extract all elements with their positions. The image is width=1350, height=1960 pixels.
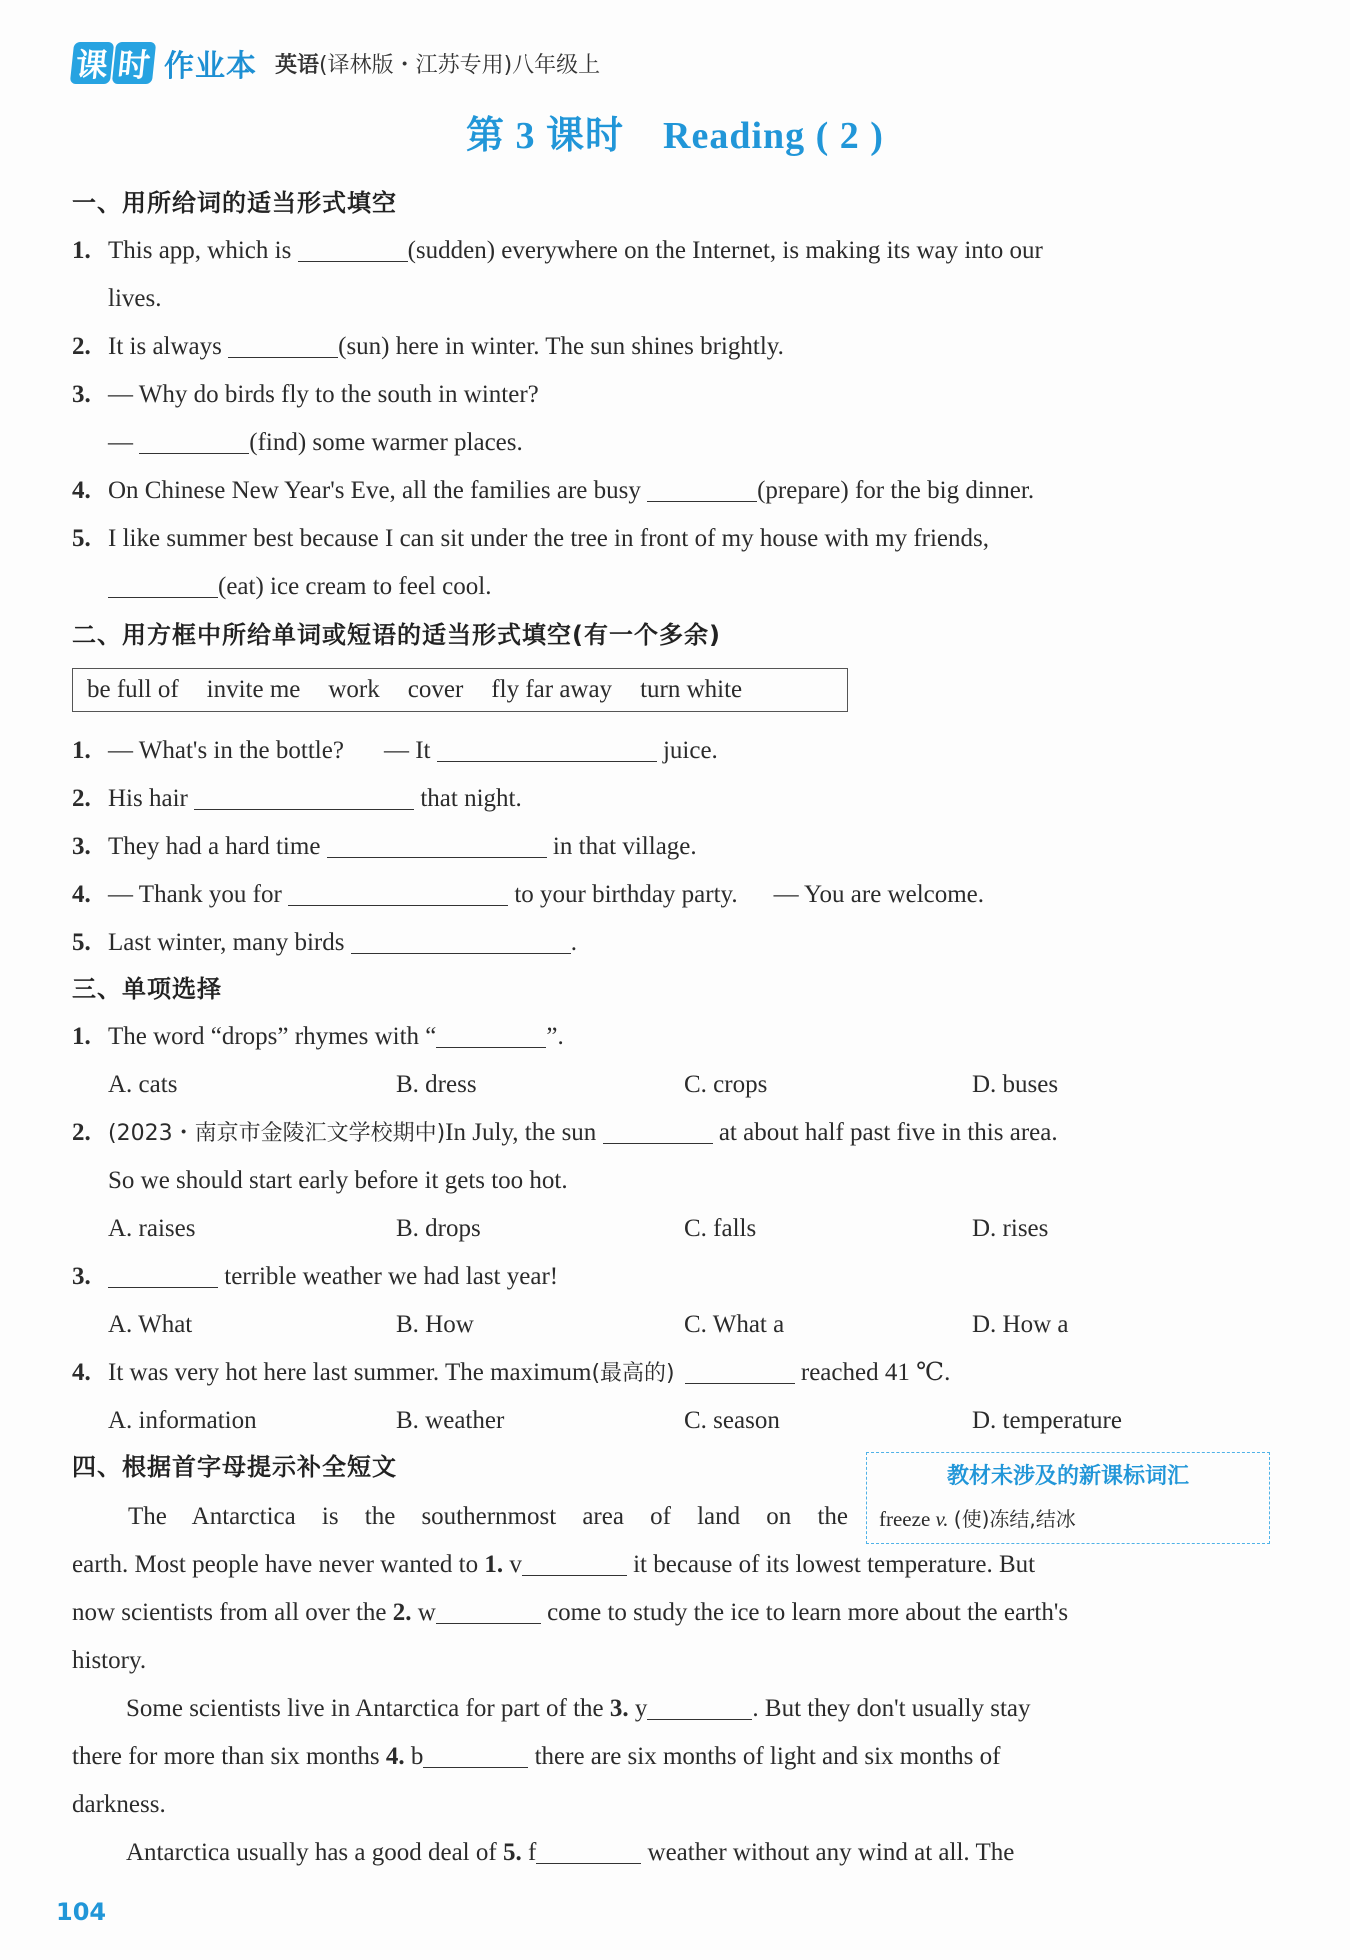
first-letter-hint: y [634, 1695, 648, 1722]
dash: — [108, 429, 140, 456]
question-number: 2. [72, 1119, 91, 1146]
question-number: 3. [72, 833, 91, 860]
question-number: 3. [72, 1263, 91, 1290]
question-number: 4. [72, 477, 91, 504]
s2-question-1 [72, 734, 718, 768]
vocab-word: freeze [879, 1507, 931, 1531]
vocab-note-title: 教材未涉及的新课标词汇 [946, 1464, 1189, 1489]
passage-text: it because of its lowest temperature. But [626, 1551, 1036, 1578]
question-text: ”. [546, 1023, 564, 1050]
s3-question-1 [72, 1020, 564, 1054]
passage-line-2 [72, 1548, 1035, 1582]
answer-blank[interactable] [298, 239, 408, 262]
word-option: turn white [640, 676, 743, 703]
option-b[interactable]: B. weather [396, 1407, 505, 1434]
answer-blank[interactable] [194, 787, 414, 810]
book-subtitle [275, 48, 600, 79]
passage-text: weather without any wind at all. The [641, 1839, 1015, 1866]
word-box [72, 668, 848, 712]
question-text: This app, which is [108, 237, 298, 264]
s1-question-4 [72, 474, 1034, 508]
s3-question-4 [72, 1356, 950, 1391]
lesson-title: 第 3 课时 Reading ( 2 ) [466, 115, 884, 157]
question-text: to your birthday party. [508, 881, 738, 908]
question-text: (eat) ice cream to feel cool. [218, 573, 492, 600]
question-text: (sudden) everywhere on the Internet, is making its way into our [407, 237, 1043, 264]
question-number: 1. [72, 737, 91, 764]
question-number: 1. [72, 237, 91, 264]
option-a[interactable]: A. What [108, 1311, 193, 1338]
answer-blank[interactable] [108, 1265, 218, 1288]
passage-text: Some scientists live in Antarctica for part of the [126, 1695, 610, 1722]
section-1-title: 一、用所给词的适当形式填空 [72, 189, 397, 217]
passage-line-4: history. [72, 1647, 147, 1674]
s3-question-2-cont: So we should start early before it gets too hot. [108, 1167, 568, 1194]
question-text: On Chinese New Year's Eve, all the families are busy [108, 477, 648, 504]
section-4-title: 四、根据首字母提示补全短文 [72, 1453, 397, 1481]
passage-line-5 [126, 1692, 1031, 1726]
question-text: . [570, 929, 577, 956]
question-text: — Why do birds fly to the south in winter? [108, 381, 539, 408]
passage-text: . But they don't usually stay [752, 1695, 1031, 1722]
option-a[interactable]: A. information [108, 1407, 257, 1434]
question-text: Last winter, many birds [108, 929, 351, 956]
blank-number: 3. [609, 1695, 629, 1722]
first-letter-hint: v [509, 1551, 522, 1578]
word-option: work [328, 676, 380, 703]
brand-header [72, 40, 600, 86]
first-letter-hint: f [527, 1839, 537, 1866]
answer-blank[interactable] [228, 335, 338, 358]
answer-blank[interactable] [436, 1601, 541, 1624]
question-text: — It [383, 737, 437, 764]
question-number: 5. [72, 525, 91, 552]
brand-logo [72, 42, 156, 84]
s1-question-2 [72, 330, 784, 364]
option-d[interactable]: D. How a [972, 1311, 1069, 1338]
s1-question-5-cont [108, 570, 491, 604]
passage-text: come to study the ice to learn more about the earth's [540, 1599, 1069, 1626]
s1-question-3 [72, 378, 539, 412]
s1-question-3-answer [108, 426, 523, 460]
passage-line-1: The Antarctica is the southernmost area of land on the [128, 1503, 848, 1530]
option-b[interactable]: B. dress [396, 1071, 477, 1098]
answer-blank[interactable] [351, 931, 571, 954]
answer-blank[interactable] [436, 1025, 546, 1048]
vocab-note-box [866, 1452, 1270, 1544]
option-a[interactable]: A. raises [108, 1215, 196, 1242]
question-text: — What's in the bottle? [108, 737, 344, 764]
question-text: that night. [414, 785, 522, 812]
first-letter-hint: w [417, 1599, 436, 1626]
passage-text: now scientists from all over the [72, 1599, 393, 1626]
passage-line-3 [72, 1596, 1068, 1630]
s1-question-1-cont: lives. [108, 285, 162, 312]
passage-line-7: darkness. [72, 1791, 166, 1818]
question-text: The word “drops” rhymes with “ [108, 1023, 437, 1050]
question-text: In July, the sun [445, 1119, 603, 1146]
answer-blank[interactable] [423, 1745, 528, 1768]
question-text: terrible weather we had last year! [218, 1263, 559, 1290]
question-text: His hair [108, 785, 195, 812]
answer-blank[interactable] [647, 1697, 752, 1720]
logo-char-1: 课 [70, 42, 114, 84]
question-number: 2. [72, 785, 91, 812]
answer-blank[interactable] [437, 739, 657, 762]
blank-number: 5. [502, 1839, 522, 1866]
page-number: 104 [56, 1898, 107, 1926]
question-number: 4. [72, 881, 91, 908]
passage-text: earth. Most people have never wanted to [72, 1551, 485, 1578]
answer-blank[interactable] [288, 883, 508, 906]
question-number: 3. [72, 381, 91, 408]
first-letter-hint: b [410, 1743, 424, 1770]
word-option: fly far away [491, 676, 613, 703]
question-text: — Thank you for [108, 881, 289, 908]
subject: 英语 [275, 52, 320, 78]
question-text: It was very hot here last summer. The maximum [108, 1359, 592, 1386]
option-b[interactable]: B. How [396, 1311, 474, 1338]
s1-question-5 [72, 522, 989, 556]
option-c[interactable]: C. falls [684, 1215, 757, 1242]
blank-number: 1. [484, 1551, 504, 1578]
option-c[interactable]: C. season [684, 1407, 780, 1434]
word-option: cover [407, 676, 464, 703]
vocab-note-entry [879, 1503, 1076, 1532]
option-d[interactable]: D. rises [972, 1215, 1049, 1242]
option-b[interactable]: B. drops [396, 1215, 481, 1242]
s1-question-1 [72, 234, 1043, 268]
vocab-meaning: (使)冻结,结冰 [953, 1507, 1076, 1531]
passage-line-6 [72, 1740, 1000, 1774]
section-3-title: 三、单项选择 [72, 975, 222, 1003]
question-gloss: (最高的) [591, 1361, 675, 1386]
answer-blank[interactable] [522, 1553, 627, 1576]
question-text: — You are welcome. [773, 881, 985, 908]
question-number: 1. [72, 1023, 91, 1050]
option-c[interactable]: C. crops [684, 1071, 768, 1098]
word-option: be full of [87, 676, 179, 703]
option-d[interactable]: D. temperature [972, 1407, 1122, 1434]
question-text: in that village. [546, 833, 697, 860]
question-number: 5. [72, 929, 91, 956]
edition: (译林版・江苏专用)八年级上 [319, 52, 601, 78]
question-text: They had a hard time [108, 833, 327, 860]
s2-question-3 [72, 830, 697, 864]
section-2-title: 二、用方框中所给单词或短语的适当形式填空(有一个多余) [72, 621, 721, 649]
question-text: (find) some warmer places. [249, 429, 523, 456]
answer-blank[interactable] [108, 575, 218, 598]
answer-blank[interactable] [327, 835, 547, 858]
question-text: It is always [108, 333, 229, 360]
question-number: 2. [72, 333, 91, 360]
passage-text: there for more than six months [72, 1743, 386, 1770]
brand-name: 作业本 [164, 49, 257, 84]
answer-blank[interactable] [603, 1121, 713, 1144]
question-text: juice. [656, 737, 718, 764]
answer-blank[interactable] [536, 1841, 641, 1864]
option-d[interactable]: D. buses [972, 1071, 1059, 1098]
question-text: reached 41 ℃. [794, 1359, 951, 1386]
question-number: 4. [72, 1359, 91, 1386]
passage-text: there are six months of light and six months of [528, 1743, 1001, 1770]
blank-number: 4. [385, 1743, 405, 1770]
question-text: I like summer best because I can sit under the tree in front of my house with my friends, [108, 525, 990, 552]
question-text: (sun) here in winter. The sun shines brightly. [338, 333, 784, 360]
question-source: (2023・南京市金陵汇文学校期中) [108, 1121, 446, 1146]
option-a[interactable]: A. cats [108, 1071, 178, 1098]
s2-question-5 [72, 926, 577, 960]
blank-number: 2. [392, 1599, 412, 1626]
answer-blank[interactable] [139, 431, 249, 454]
logo-char-2: 时 [112, 42, 156, 84]
question-text: at about half past five in this area. [712, 1119, 1058, 1146]
question-text: (prepare) for the big dinner. [757, 477, 1035, 504]
s3-question-3 [72, 1260, 558, 1294]
s2-question-4 [72, 878, 984, 912]
s3-question-2 [72, 1116, 1058, 1151]
option-c[interactable]: C. What a [684, 1311, 785, 1338]
passage-line-8 [126, 1836, 1014, 1870]
s2-question-2 [72, 782, 522, 816]
vocab-pos: v. [935, 1507, 949, 1531]
answer-blank[interactable] [647, 479, 757, 502]
word-option: invite me [206, 676, 301, 703]
passage-text: Antarctica usually has a good deal of [126, 1839, 503, 1866]
answer-blank[interactable] [685, 1361, 795, 1384]
